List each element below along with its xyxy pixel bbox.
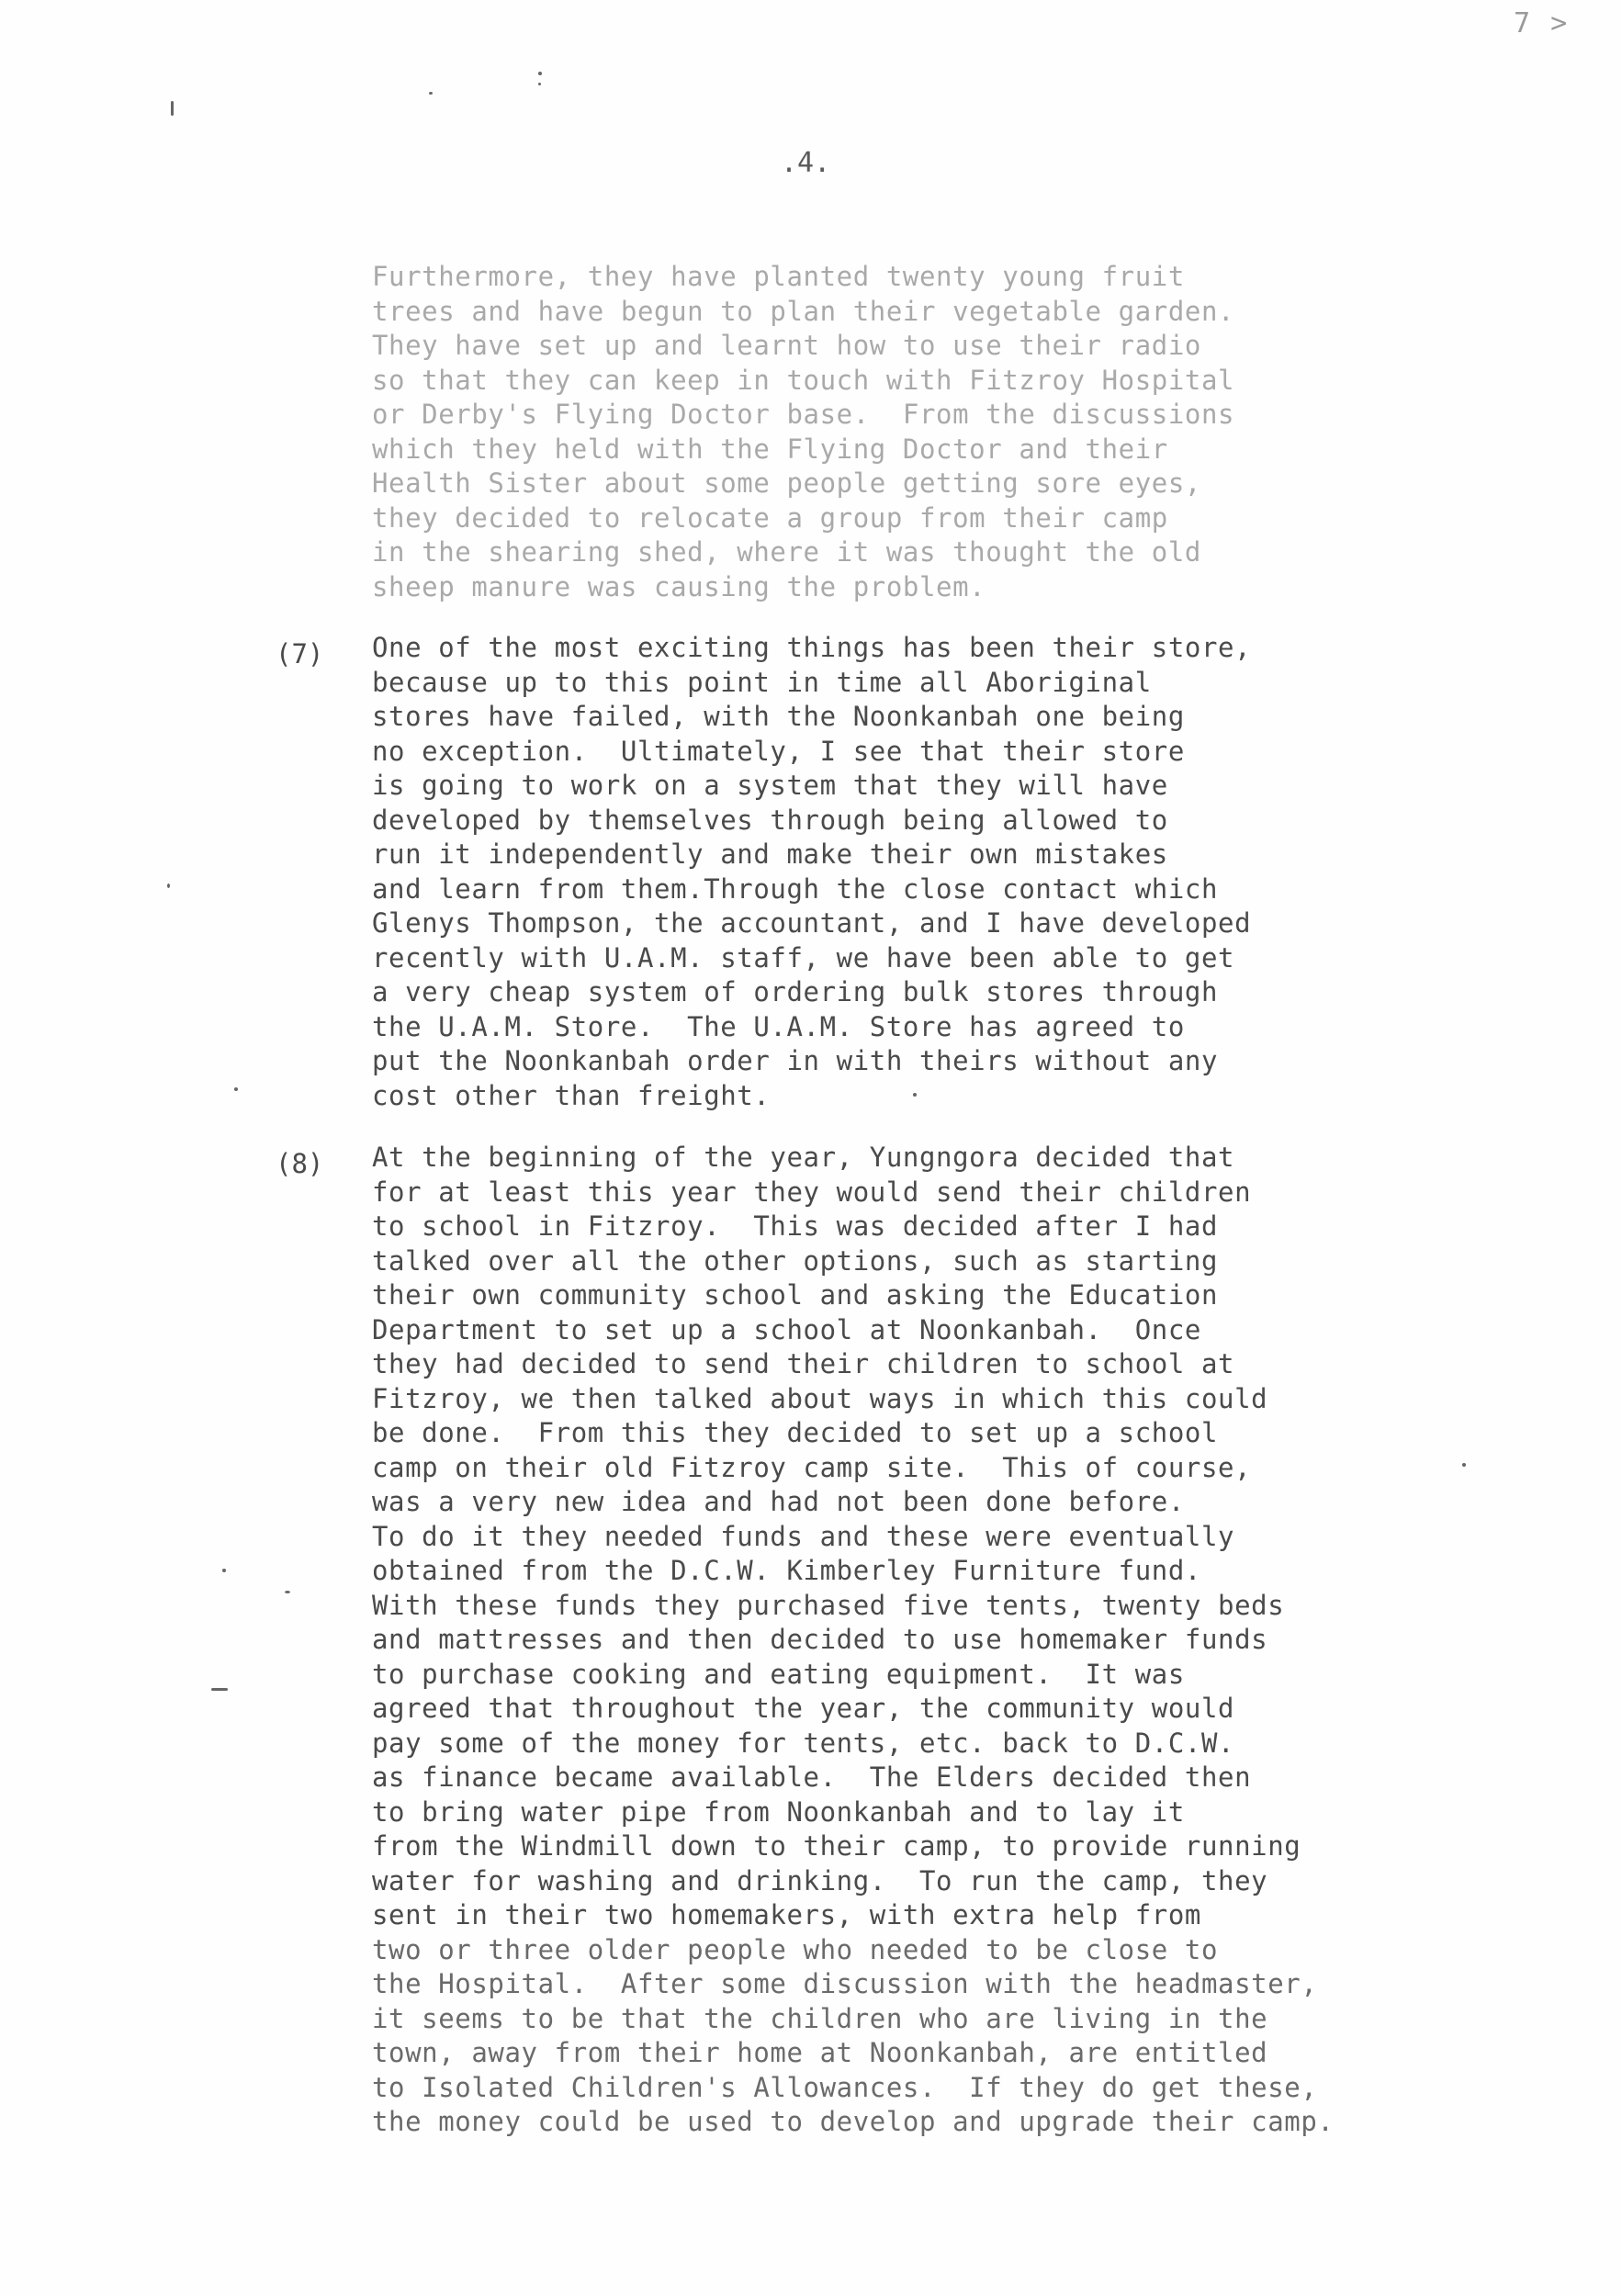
text-line: as finance became available. The Elders decided then — [372, 1761, 1252, 1793]
text-line: to bring water pipe from Noonkanbah and to lay it — [372, 1795, 1185, 1828]
text-line: With these funds they purchased five tents, twenty beds — [372, 1589, 1285, 1621]
text-line: they had decided to send their children to school at — [372, 1348, 1235, 1379]
scan-speck — [167, 884, 170, 888]
text-line: agreed that throughout the year, the community would — [372, 1693, 1235, 1724]
text-line: their own community school and asking the Education — [372, 1279, 1219, 1311]
text-line: and learn from them.Through the close contact which — [372, 872, 1219, 905]
text-line: Fitzroy, we then talked about ways in which this could — [372, 1382, 1268, 1414]
page-number: .4. — [781, 147, 831, 179]
text-line: talked over all the other options, such as starting — [372, 1244, 1219, 1277]
text-line: pay some of the money for tents, etc. back to D.C.W. — [372, 1727, 1235, 1759]
paragraph-text — [372, 260, 1594, 604]
text-line: Furthermore, they have planted twenty young fruit — [372, 261, 1185, 292]
text-line: sent in their two homemakers, with extra help from — [372, 1899, 1201, 1930]
text-line: or Derby's Flying Doctor base. From the discussions — [372, 399, 1235, 430]
scan-speck — [538, 83, 541, 85]
text-line: trees and have begun to plan their vegetable garden. — [372, 295, 1235, 327]
text-line: One of the most exciting things has been their store, — [372, 632, 1252, 663]
text-line: At the beginning of the year, Yungngora decided that — [372, 1142, 1235, 1173]
paragraph-text — [372, 631, 1594, 1113]
text-line: the Hospital. After some discussion with the headmaster, — [372, 1968, 1318, 1999]
text-line: stores have failed, with the Noonkanbah one being — [372, 701, 1185, 732]
text-line: camp on their old Fitzroy camp site. This of course, — [372, 1451, 1252, 1483]
scan-speck — [211, 1688, 228, 1691]
text-line: cost other than freight. — [372, 1079, 771, 1111]
scan-speck — [234, 1087, 238, 1091]
scan-speck — [538, 72, 542, 75]
text-line: Health Sister about some people getting sore eyes, — [372, 467, 1201, 499]
text-line: developed by themselves through being allowed to — [372, 804, 1168, 836]
text-line: town, away from their home at Noonkanbah, are entitled — [372, 2037, 1268, 2068]
paragraph-number: (8) — [276, 1148, 324, 1179]
text-line: a very cheap system of ordering bulk stores through — [372, 976, 1219, 1007]
text-line: to Isolated Children's Allowances. If they do get these, — [372, 2071, 1318, 2103]
text-line: Department to set up a school at Noonkanbah. Once — [372, 1313, 1201, 1345]
text-line: is going to work on a system that they will have — [372, 770, 1168, 801]
scan-speck — [429, 92, 433, 95]
paragraph-7 — [372, 631, 1594, 1113]
text-line: water for washing and drinking. To run the camp, they — [372, 1864, 1268, 1896]
text-line: so that they can keep in touch with Fitzroy Hospital — [372, 364, 1235, 396]
text-line: from the Windmill down to their camp, to provide running — [372, 1830, 1301, 1862]
paragraph-8 — [372, 1141, 1594, 2140]
text-line: no exception. Ultimately, I see that their store — [372, 735, 1185, 767]
text-line: sheep manure was causing the problem. — [372, 570, 986, 602]
text-line: the money could be used to develop and upgrade their camp. — [372, 2106, 1335, 2137]
text-line: Glenys Thompson, the accountant, and I have developed — [372, 907, 1252, 939]
paragraph-text — [372, 1141, 1594, 2140]
text-line: which they held with the Flying Doctor and their — [372, 433, 1168, 465]
text-line: They have set up and learnt how to use their radio — [372, 330, 1201, 361]
paragraph-continuation — [372, 260, 1594, 604]
text-line: in the shearing shed, where it was thought the old — [372, 536, 1201, 568]
text-line: and mattresses and then decided to use homemaker funds — [372, 1624, 1268, 1655]
text-line: because up to this point in time all Aboriginal — [372, 666, 1152, 698]
text-line: it seems to be that the children who are living in the — [372, 2002, 1268, 2034]
text-line: To do it they needed funds and these were eventually — [372, 1520, 1235, 1552]
text-line: they decided to relocate a group from their camp — [372, 501, 1168, 534]
scan-speck — [171, 101, 174, 116]
text-line: the U.A.M. Store. The U.A.M. Store has agreed to — [372, 1010, 1185, 1042]
text-line: was a very new idea and had not been done before. — [372, 1486, 1185, 1517]
text-line: for at least this year they would send their children — [372, 1176, 1252, 1208]
text-line: recently with U.A.M. staff, we have been able to get — [372, 941, 1235, 974]
scan-speck — [285, 1591, 290, 1593]
text-line: be done. From this they decided to set up a school — [372, 1417, 1219, 1448]
corner-annotation: 7 > — [1514, 7, 1570, 39]
text-line: to school in Fitzroy. This was decided after I had — [372, 1210, 1219, 1242]
text-line: put the Noonkanbah order in with theirs without any — [372, 1045, 1219, 1076]
text-line: obtained from the D.C.W. Kimberley Furniture fund. — [372, 1555, 1201, 1586]
scan-speck — [222, 1569, 226, 1572]
text-line: to purchase cooking and eating equipment. It was — [372, 1658, 1185, 1690]
text-line: run it independently and make their own mistakes — [372, 838, 1168, 870]
paragraph-number: (7) — [276, 638, 324, 670]
text-line: two or three older people who needed to be close to — [372, 1933, 1219, 1965]
